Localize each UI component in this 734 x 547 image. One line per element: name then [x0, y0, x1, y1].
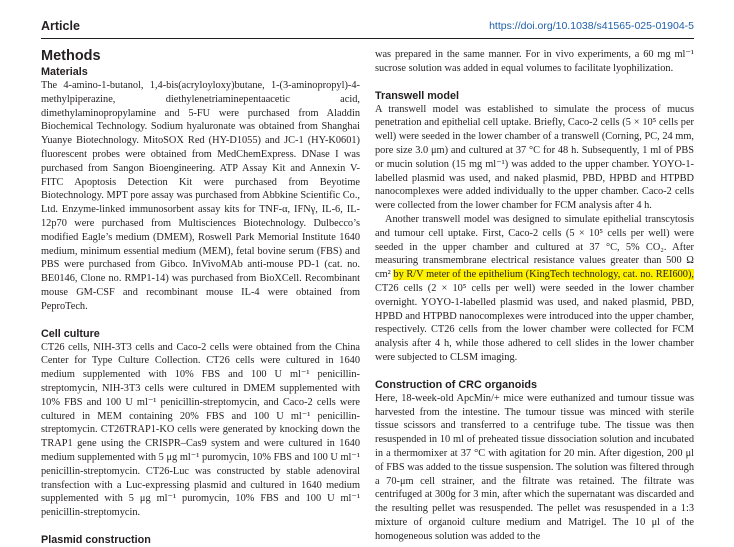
article-label: Article [41, 19, 80, 33]
plasmid-heading: Plasmid construction [41, 533, 151, 546]
doi-link[interactable]: https://doi.org/10.1038/s41565-025-01904-5 [489, 20, 694, 32]
crc-paragraph: Here, 18-week-old ApcMin/+ mice were euthanized and tumour tissue was harvested from the intestine. The tumour tissue was minced with sterile tissue scissors and transferred to a centrifuge tube. The tissue was then resuspended in 10 ml of preheated tissue dissociation solution and incubated in a thermomixer at 37 °C with agitation for 20 min. After digestion, 200 μl of FBS was added to the tissue suspension. The solution was filtered through a 70-μm cell strainer, and the filtrate was retained. The filtrate was centrifuged at 300g for 3 min, after which the supernatant was discarded and the resulting pellet was resuspended. The pellet was resuspended in a 1:3 mixture of organoid culture medium and Matrigel. The 10 μl of the homogeneous solution was added to the [375, 392, 694, 542]
header-rule [41, 38, 694, 39]
page-header [41, 19, 694, 39]
transwell-p2-text-b: CT26 cells (2 × 10⁵ cells per well) were seeded in the lower chamber overnight. YOYO-1-labelled plasmid was used, and naked plasmid, PBD, HPBD and HTPBD nanocomplexes were introduced into the upper chamber, respectively. CT26 cells from the lower chamber were collected for FCM analysis after 4 h, while those adhered to cell slides in the lower chamber were subjected to CLSM imaging. [375, 282, 694, 363]
left-column [41, 48, 360, 547]
highlighted-text: by R/V meter of the epithelium (KingTech technology, cat. no. REI600), [393, 269, 694, 281]
transwell-paragraph-2 [375, 213, 694, 365]
lead-paragraph: was prepared in the same manner. For in vivo experiments, a 60 mg ml⁻¹ sucrose solution was added in equal volumes to facilitate lyophilization. [375, 49, 694, 74]
materials-paragraph: The 4-amino-1-butanol, 1,4-bis(acryloyloxy)butane, 1-(3-aminopropyl)-4-methylpiperazine, diethylenetriaminepentaacetic acid, dimethylaminopropylamine and 5-FU were purchased from Aladdin Biochemical Technology. Sodium hyaluronate was obtained from Shanghai Yuanye Biotechnology. MitoSOX Red (HY-D1055) and JC-1 (HY-K0601) fluorescent probes were obtained from MedChemExpress. DNase I was purchased from Sangon Bioengineering. ATP Assay Kit and Annexin V-FITC Apoptosis Detection Kit were purchased from Beyotime Biotechnology. MPT pore assay was purchased from Abbkine Scientific Co., Ltd. Enzyme-linked immunosorbent assay kits for TNF-α, IFNγ, IL-6, IL-12p70 were purchased from Multisciences Biotechnology. Dulbecco’s modified Eagle’s medium (DMEM), Roswell Park Memorial Institute 1640 medium, minimum essential medium (MEM), fetal bovine serum (FBS) and PBS were purchased from Gibco. InVivoMAb anti-mouse PD-1 (cat. no. BE0146, Clone no. RMP1-14) was purchased from BioXCell. Recombinant mouse GM-CSF and recombinant mouse IL-4 were obtained from PeproTech. [41, 80, 360, 312]
transwell-heading: Transwell model [375, 89, 460, 102]
materials-heading: Materials [41, 66, 88, 78]
cell-culture-heading: Cell culture [41, 327, 100, 340]
right-column [375, 48, 694, 544]
transwell-paragraph-1: A transwell model was established to simulate the process of mucus penetration and epithelial cell uptake. Briefly, Caco-2 cells (5 × 10⁵ cells per well) were seeded in the lower chamber of a transwell (Corning, PC, 24 mm, pore size 3.0 μm) and cultured at 37 °C for 48 h. Subsequently, 1 ml of PBS or mucin solution (15 mg ml⁻¹) was added to the upper chamber. YOYO-1-labelled plasmid was used, and naked plasmid, PBD, HPBD and HTPBD nanocomplexes were added individually to the upper chamber. Caco-2 cells were collected from the lower chamber for FCM analysis after 4 h. [375, 103, 694, 212]
transwell-p2-text-a: Another transwell model was designed to simulate epithelial transcytosis and tumour cell uptake. First, Caco-2 cells (5 × 10⁵ cells per well) were seeded in the upper chamber and cultured at 37 °C, 5% CO₂. After measuring transmembrane electrical resistance values greater than 500 Ω cm² [375, 213, 694, 281]
cell-culture-paragraph: CT26 cells, NIH-3T3 cells and Caco-2 cells were obtained from the China Center for Type Culture Collection. CT26 cells were cultured in 1640 medium supplemented with 10% FBS and 100 U ml⁻¹ penicillin-streptomycin, NIH-3T3 cells were cultured in DMEM supplemented with 10% FBS and 100 U ml⁻¹ penicillin-streptomycin, and Caco-2 cells were cultured in MEM containing 20% FBS and 100 U ml⁻¹ penicillin-streptomycin. CT26TRAP1-KO cells were generated by knocking down the TRAP1 gene using the CRISPR–Cas9 system and were cultured in 1640 medium supplemented with 5 μg ml⁻¹ puromycin, 10% FBS and 100 U ml⁻¹ penicillin-streptomycin. CT26-Luc was constructed by stable adenoviral transfection with a Luc-expressing plasmid and cultured in 1640 medium supplemented with 5 μg ml⁻¹ puromycin, 10% FBS and 100 U ml⁻¹ penicillin-streptomycin. [41, 341, 360, 519]
methods-title: Methods [41, 48, 101, 64]
crc-organoids-heading: Construction of CRC organoids [375, 378, 537, 391]
